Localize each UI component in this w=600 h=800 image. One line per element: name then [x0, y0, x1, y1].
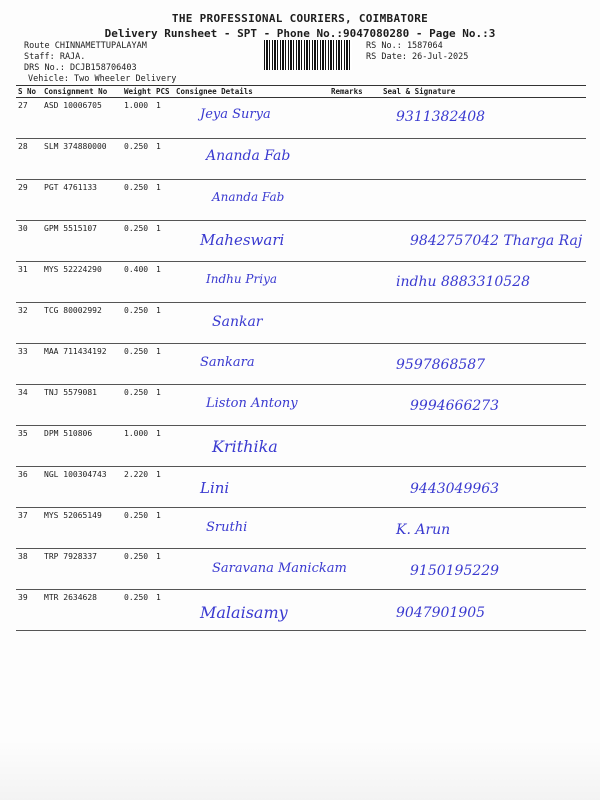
row-consignment-no: TNJ 5579081 [42, 385, 122, 426]
row-remarks-cell [329, 344, 381, 385]
route-label: Route CHINNAMETTUPALAYAM [24, 41, 147, 51]
row-weight: 0.250 [122, 508, 154, 549]
handwritten-consignee: Saravana Manickam [212, 561, 347, 577]
col-sno: S No [16, 86, 42, 98]
row-pcs: 1 [154, 467, 174, 508]
row-weight: 0.250 [122, 590, 154, 631]
table-row [16, 385, 586, 426]
row-weight: 1.000 [122, 426, 154, 467]
row-pcs: 1 [154, 180, 174, 221]
row-consignment-no: ASD 10006705 [42, 98, 122, 139]
row-pcs: 1 [154, 590, 174, 631]
table-header-row [16, 86, 586, 98]
handwritten-signature: 9597868587 [396, 356, 486, 373]
row-remarks-cell [329, 467, 381, 508]
table-row [16, 344, 586, 385]
row-weight: 2.220 [122, 467, 154, 508]
vehicle-label: Vehicle: Two Wheeler Delivery [28, 74, 177, 84]
handwritten-consignee: Sruthi [206, 520, 248, 535]
row-sno: 28 [16, 139, 42, 180]
row-pcs: 1 [154, 98, 174, 139]
handwritten-signature: indhu 8883310528 [396, 274, 531, 291]
row-signature-cell [381, 426, 586, 467]
row-pcs: 1 [154, 508, 174, 549]
row-signature-cell [381, 180, 586, 221]
row-remarks-cell [329, 221, 381, 262]
runsheet-subtitle: Delivery Runsheet - SPT - Phone No.:9047080280 - Page No.:3 [104, 27, 496, 40]
row-weight: 0.250 [122, 221, 154, 262]
row-sno: 39 [16, 590, 42, 631]
table-row [16, 180, 586, 221]
row-sno: 38 [16, 549, 42, 590]
company-title: THE PROFESSIONAL COURIERS, COIMBATORE [171, 12, 429, 25]
row-pcs: 1 [154, 139, 174, 180]
row-pcs: 1 [154, 262, 174, 303]
row-sno: 37 [16, 508, 42, 549]
row-weight: 0.250 [122, 180, 154, 221]
table-row [16, 426, 586, 467]
col-signature: Seal & Signature [381, 86, 586, 98]
row-weight: 0.250 [122, 344, 154, 385]
row-sno: 29 [16, 180, 42, 221]
drs-number: DRS No.: DCJB158706403 [24, 63, 137, 73]
handwritten-consignee: Maheswari [200, 230, 285, 249]
row-weight: 0.250 [122, 139, 154, 180]
handwritten-signature: 9842757042 Tharga Raj [410, 232, 583, 249]
scan-shadow [0, 740, 600, 800]
row-remarks-cell [329, 508, 381, 549]
handwritten-signature: K. Arun [396, 522, 451, 538]
row-consignment-no: MYS 52224290 [42, 262, 122, 303]
col-weight: Weight [122, 86, 154, 98]
row-sno: 32 [16, 303, 42, 344]
row-consignee-cell [174, 508, 329, 549]
row-consignment-no: MYS 52065149 [42, 508, 122, 549]
row-signature-cell [381, 139, 586, 180]
handwritten-consignee: Ananda Fab [206, 148, 291, 165]
row-remarks-cell [329, 426, 381, 467]
row-consignment-no: TRP 7928337 [42, 549, 122, 590]
barcode [264, 40, 352, 70]
row-sno: 33 [16, 344, 42, 385]
row-weight: 1.000 [122, 98, 154, 139]
row-remarks-cell [329, 262, 381, 303]
row-weight: 0.400 [122, 262, 154, 303]
handwritten-consignee: Krithika [212, 437, 278, 457]
row-sno: 27 [16, 98, 42, 139]
row-remarks-cell [329, 385, 381, 426]
row-consignment-no: NGL 100304743 [42, 467, 122, 508]
handwritten-consignee: Lini [200, 478, 230, 497]
table-row [16, 98, 586, 139]
table-row [16, 467, 586, 508]
row-consignment-no: DPM 510806 [42, 426, 122, 467]
row-sno: 34 [16, 385, 42, 426]
row-sno: 36 [16, 467, 42, 508]
handwritten-consignee: Sankara [200, 354, 255, 370]
row-sno: 30 [16, 221, 42, 262]
handwritten-signature: 9443049963 [410, 480, 500, 497]
row-consignment-no: TCG 80002992 [42, 303, 122, 344]
handwritten-consignee: Indhu Priya [206, 272, 278, 287]
row-consignment-no: GPM 5515107 [42, 221, 122, 262]
handwritten-consignee: Liston Antony [206, 396, 298, 412]
row-remarks-cell [329, 303, 381, 344]
staff-label: Staff: RAJA. [24, 52, 86, 62]
col-consignment: Consignment No [42, 86, 122, 98]
table-row [16, 303, 586, 344]
handwritten-consignee: Jeya Surya [200, 107, 271, 122]
row-weight: 0.250 [122, 549, 154, 590]
table-row [16, 590, 586, 631]
row-pcs: 1 [154, 221, 174, 262]
row-remarks-cell [329, 139, 381, 180]
table-row [16, 139, 586, 180]
row-remarks-cell [329, 180, 381, 221]
row-consignment-no: MAA 711434192 [42, 344, 122, 385]
handwritten-signature: 9150195229 [410, 563, 500, 580]
row-consignment-no: PGT 4761133 [42, 180, 122, 221]
handwritten-signature: 9994666273 [410, 398, 500, 415]
row-consignment-no: SLM 374880000 [42, 139, 122, 180]
col-pcs: PCS [154, 86, 174, 98]
row-pcs: 1 [154, 385, 174, 426]
col-consignee: Consignee Details [174, 86, 329, 98]
row-remarks-cell [329, 98, 381, 139]
row-sno: 35 [16, 426, 42, 467]
handwritten-signature: 9047901905 [396, 604, 486, 621]
row-pcs: 1 [154, 303, 174, 344]
row-weight: 0.250 [122, 303, 154, 344]
col-remarks: Remarks [329, 86, 381, 98]
row-pcs: 1 [154, 344, 174, 385]
handwritten-consignee: Ananda Fab [212, 189, 285, 204]
row-signature-cell [381, 303, 586, 344]
handwritten-signature: 9311382408 [396, 109, 486, 125]
table-row [16, 508, 586, 549]
row-remarks-cell [329, 590, 381, 631]
rs-date: RS Date: 26-Jul-2025 [366, 52, 469, 62]
handwritten-consignee: Malaisamy [200, 602, 288, 622]
row-sno: 31 [16, 262, 42, 303]
row-weight: 0.250 [122, 385, 154, 426]
row-consignee-cell [174, 467, 329, 508]
row-consignment-no: MTR 2634628 [42, 590, 122, 631]
row-pcs: 1 [154, 426, 174, 467]
row-pcs: 1 [154, 549, 174, 590]
runsheet-table [16, 85, 586, 631]
handwritten-consignee: Sankar [212, 313, 263, 330]
rs-number: RS No.: 1587064 [366, 41, 443, 51]
